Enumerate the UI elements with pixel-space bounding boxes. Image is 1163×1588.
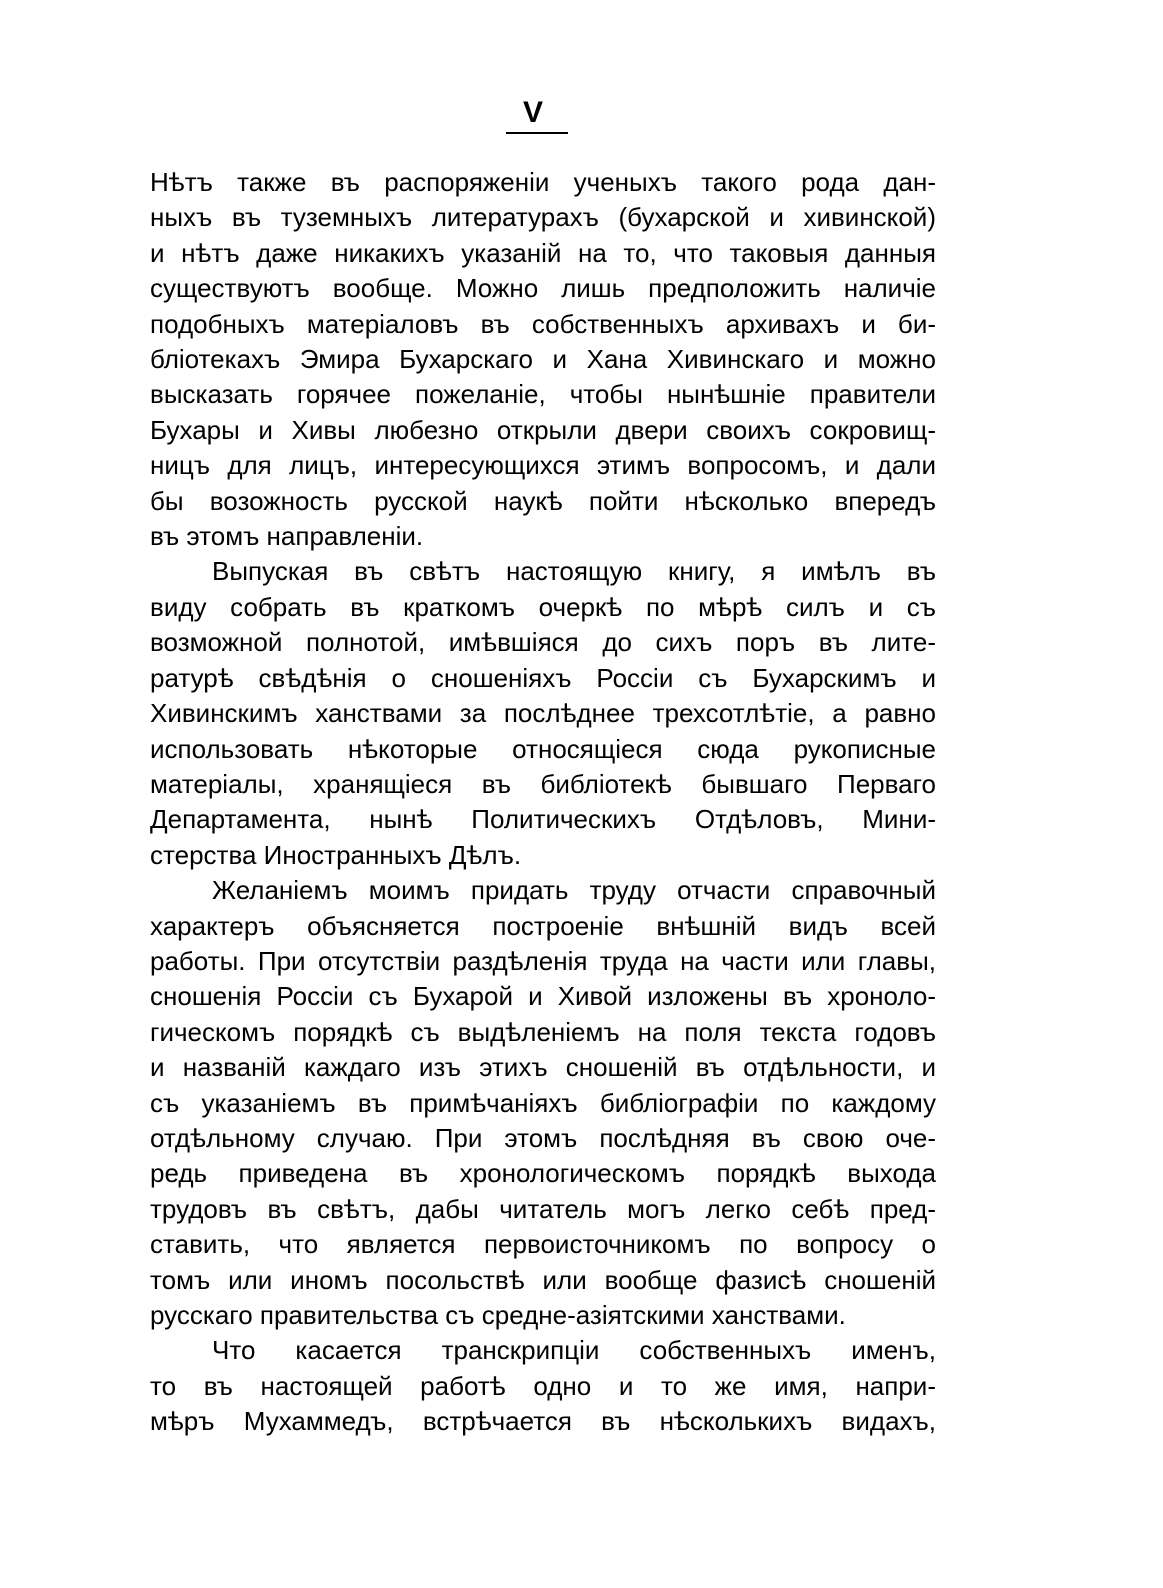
text-line: Желаніемъ моимъ придать труду отчасти справочный xyxy=(212,875,936,906)
text-line: бліотекахъ Эмира Бухарскаго и Хана Хивинскаго и можно xyxy=(150,344,936,375)
text-line: гическомъ порядкѣ съ выдѣленіемъ на поля текста годовъ xyxy=(150,1016,936,1047)
text-line: возможной полнотой, имѣвшіяся до сихъ поръ въ лите- xyxy=(150,627,936,658)
text-line: подобныхъ матеріаловъ въ собственныхъ архивахъ и би- xyxy=(150,308,936,339)
text-line: томъ или иномъ посольствѣ или вообще фазисѣ сношеній xyxy=(150,1264,936,1295)
text-line: бы возожность русской наукѣ пойти нѣсколько впередъ xyxy=(150,485,936,516)
text-line: Департамента, нынѣ Политическихъ Отдѣловъ, Мини- xyxy=(150,804,936,835)
text-line: характеръ объясняется построеніе внѣшній видъ всей xyxy=(150,910,936,941)
text-line: сношенія Россіи съ Бухарой и Хивой изложены въ хроноло- xyxy=(150,981,936,1012)
text-line: ныхъ въ туземныхъ литературахъ (бухарской и хивинской) xyxy=(150,202,936,233)
text-line: Бухары и Хивы любезно открыли двери своихъ сокровищ- xyxy=(150,414,936,445)
text-line: ставить, что является первоисточникомъ по вопросу о xyxy=(150,1229,936,1260)
text-line: мѣръ Мухаммедъ, встрѣчается въ нѣсколькихъ видахъ, xyxy=(150,1406,936,1437)
text-line: трудовъ въ свѣтъ, дабы читатель могъ легко себѣ пред- xyxy=(150,1193,936,1224)
text-line: Что касается транскрипціи собственныхъ именъ, xyxy=(212,1335,936,1366)
text-line: съ указаніемъ въ примѣчаніяхъ библіографіи по каждому xyxy=(150,1087,936,1118)
text-line: Хивинскимъ ханствами за послѣднее трехсотлѣтіе, а равно xyxy=(150,698,936,729)
text-line: Выпуская въ свѣтъ настоящую книгу, я имѣлъ въ xyxy=(212,556,936,587)
text-line: редь приведена въ хронологическомъ порядкѣ выхода xyxy=(150,1158,936,1189)
text-line: и нѣтъ даже никакихъ указаній на то, что таковыя данныя xyxy=(150,237,936,268)
text-line: работы. При отсутствіи раздѣленія труда на части или главы, xyxy=(150,945,936,976)
text-line: стерства Иностранныхъ Дѣлъ. xyxy=(150,839,522,870)
text-line: русскаго правительства съ средне-азіятскими ханствами. xyxy=(150,1300,846,1330)
page-number: V xyxy=(522,96,543,129)
page-number-rule xyxy=(506,132,568,134)
text-line: отдѣльному случаю. При этомъ послѣдняя въ свою оче- xyxy=(150,1122,936,1153)
text-line: ратурѣ свѣдѣнія о сношеніяхъ Россіи съ Бухарскимъ и xyxy=(150,662,936,693)
text-line: виду собрать въ краткомъ очеркѣ по мѣрѣ силъ и съ xyxy=(150,591,936,622)
text-line: ницъ для лицъ, интересующихся этимъ вопросомъ, и дали xyxy=(150,450,936,481)
text-line: то въ настоящей работѣ одно и то же имя, напри- xyxy=(150,1370,936,1401)
text-line: существуютъ вообще. Можно лишь предположить наличіе xyxy=(150,273,936,304)
text-line: Нѣтъ также въ распоряженіи ученыхъ такого рода дан- xyxy=(150,167,936,197)
text-line: и названій каждаго изъ этихъ сношеній въ отдѣльности, и xyxy=(150,1052,936,1083)
text-line: въ этомъ направленіи. xyxy=(150,521,424,552)
body-text xyxy=(150,166,936,1441)
text-line: использовать нѣкоторые относящіеся сюда рукописные xyxy=(150,733,936,764)
text-line: высказать горячее пожеланіе, чтобы нынѣшніе правители xyxy=(150,379,936,410)
text-line: матеріалы, хранящіеся въ библіотекѣ бывшаго Перваго xyxy=(150,768,936,799)
